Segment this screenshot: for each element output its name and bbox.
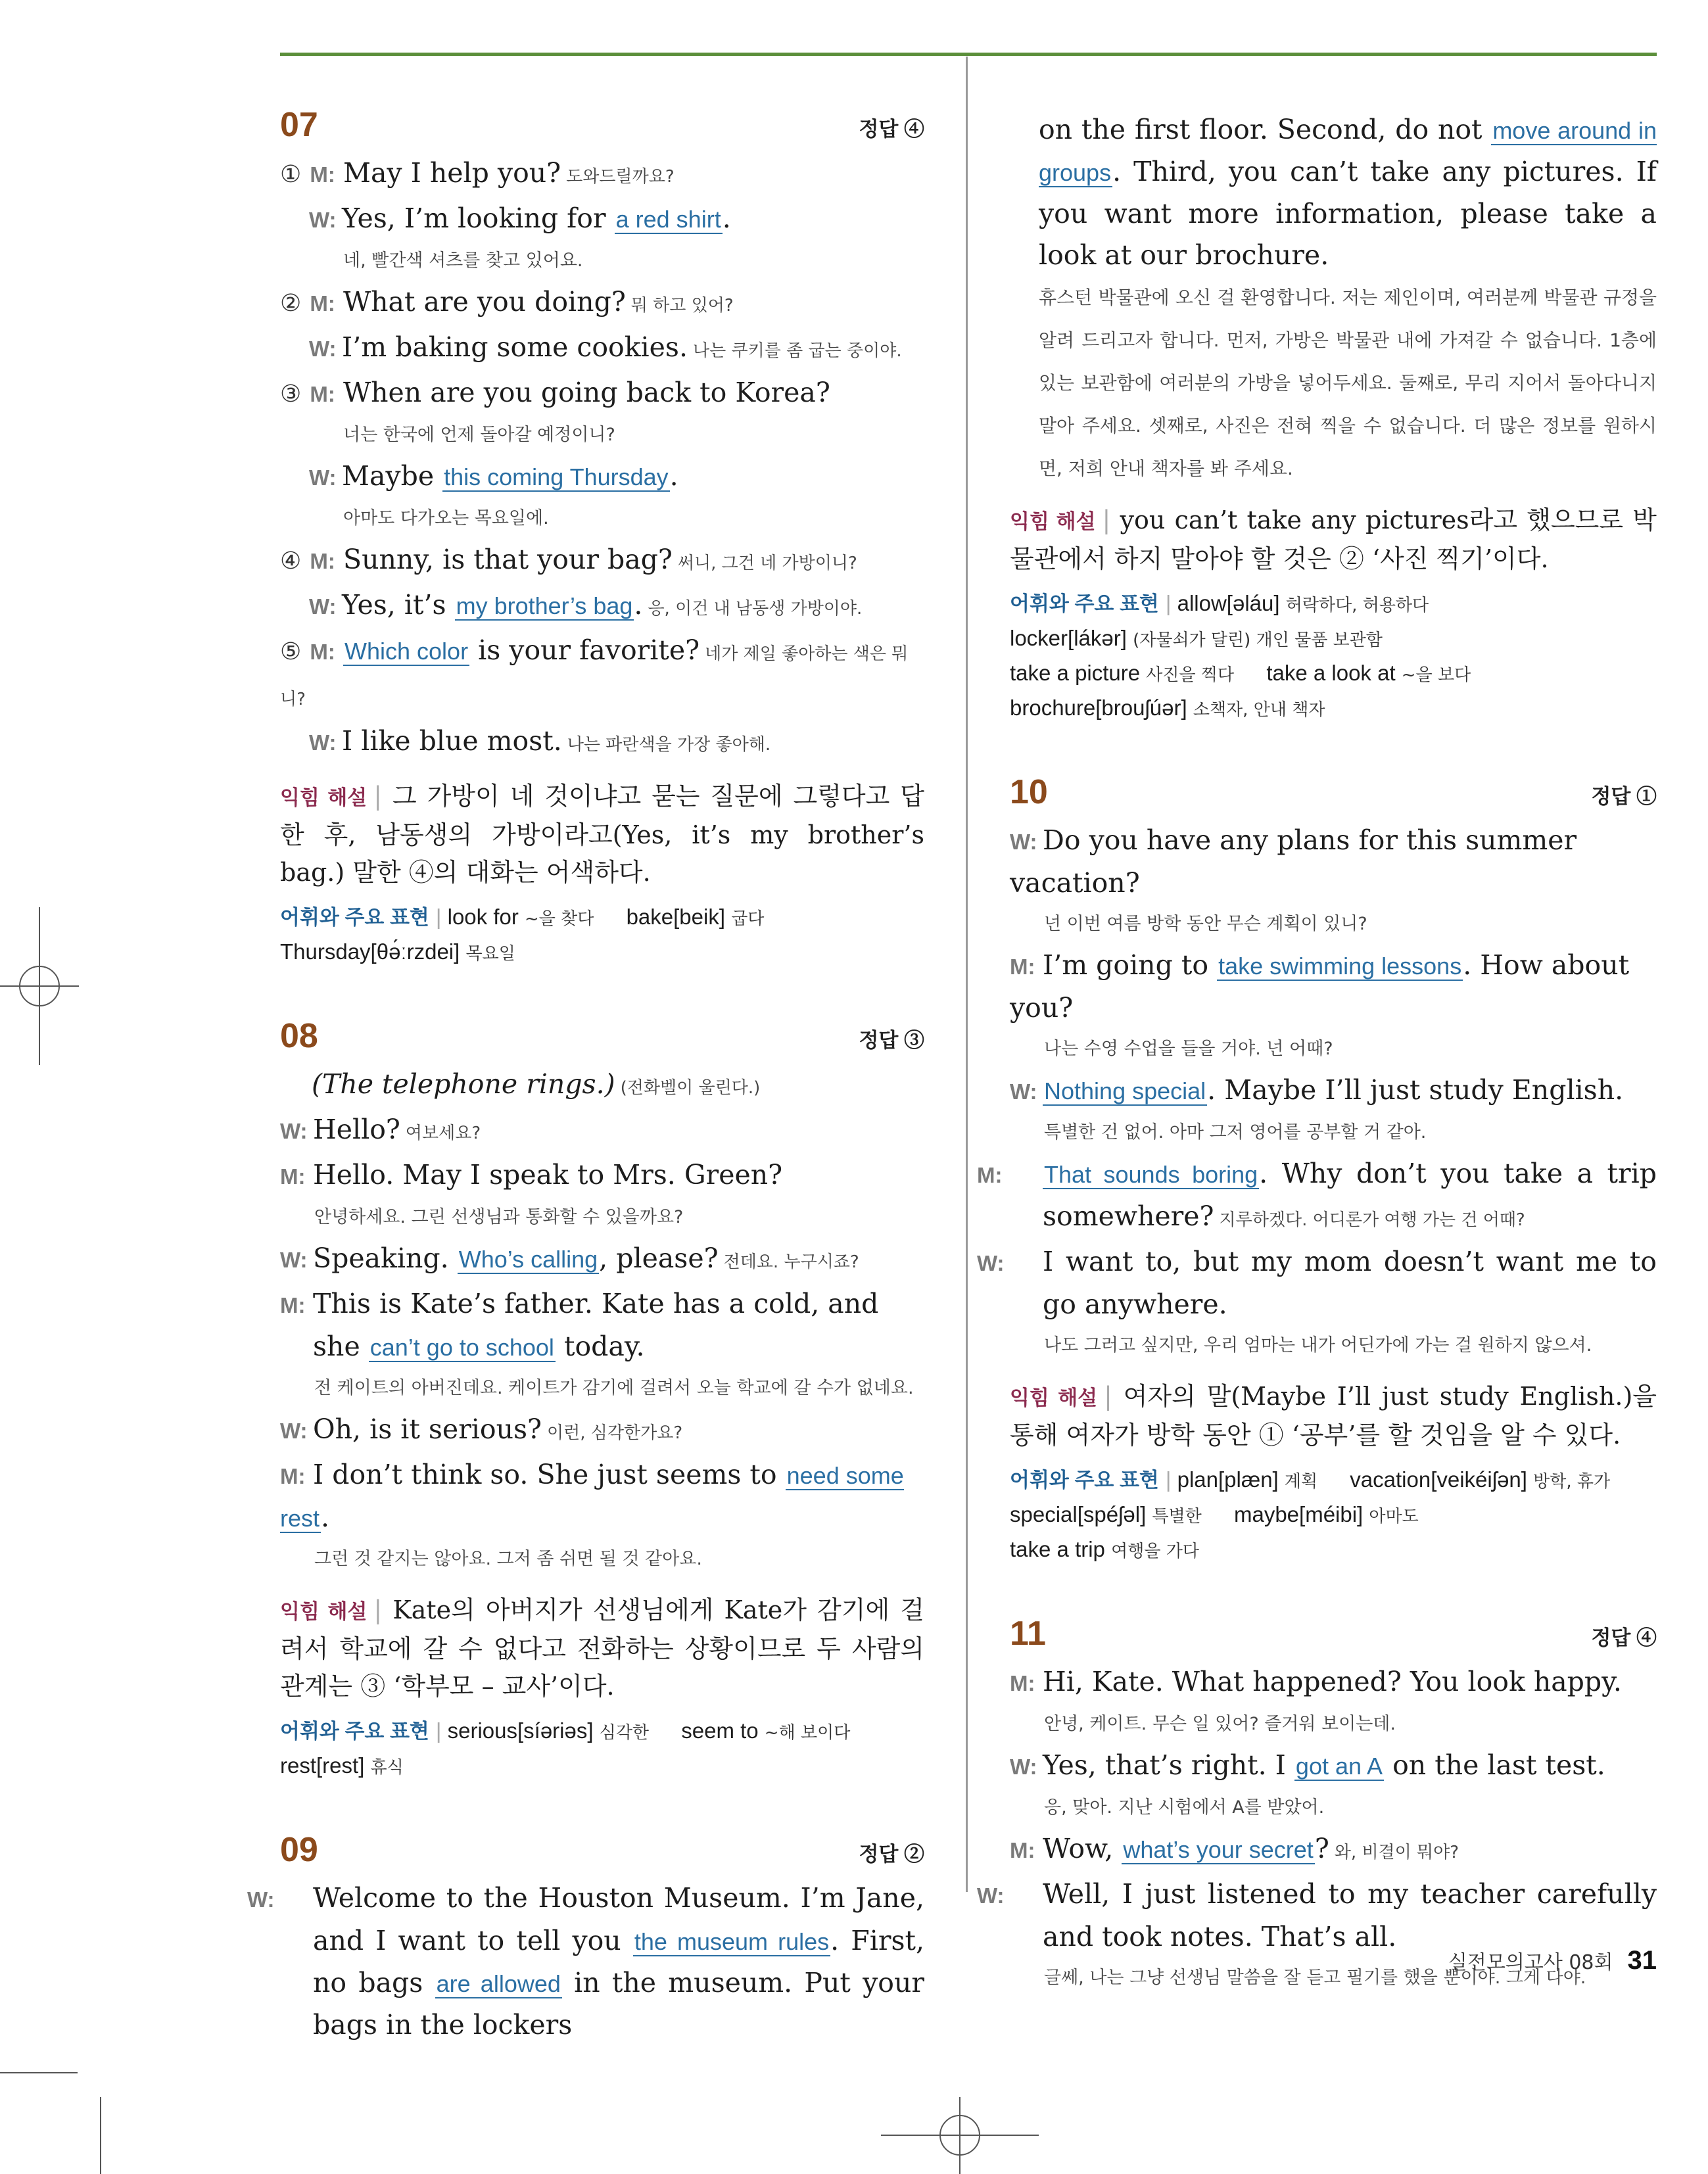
section-11 (977, 1614, 1657, 1998)
vocab-label: 어휘와 주요 표현 (1010, 592, 1159, 615)
right-column (977, 109, 1657, 2044)
dialogue-line: M: Hi, Kate. What happened? You look happy. (1010, 1666, 1622, 1697)
section-number: 10 (1010, 773, 1048, 811)
answer-blank: a red shirt (615, 206, 721, 233)
dialogue-line: ① M: May I help you? 도와드릴까요? (280, 157, 675, 189)
section-header (1010, 1614, 1657, 1653)
registration-mark-bottom-icon (881, 2097, 1039, 2174)
explain-text: 여자의 말(Maybe I’ll just study English.)을 통해 여자가 방학 동안 ① ‘공부’를 할 것임을 알 수 있다. (1010, 1382, 1657, 1450)
answer-blank: Which color (344, 638, 469, 665)
translation: 안녕, 케이트. 무슨 일 있어? 즐거워 보이는데. (1044, 1714, 1396, 1734)
section-number: 08 (280, 1017, 318, 1055)
section-09 (247, 1830, 924, 2046)
dialogue-line: W: Hello? 여보세요? (280, 1114, 481, 1145)
dialogue-line: W: Yes, it’s my brother’s bag. 응, 이건 내 남동생 가방이야. (309, 589, 863, 621)
vocabulary: 어휘와 주요 표현 | plan[plæn] 계획 vacation[veikéiʃən] 방학, 휴가 special[spéʃəl] 특별한 maybe[méibi] 아마도 take a trip 여행을 가다 (1010, 1467, 1611, 1561)
translation: 글쎄, 나는 그냥 선생님 말씀을 잘 듣고 필기를 했을 뿐이야. 그게 다야. (1044, 1968, 1586, 1988)
translation: 네, 빨간색 셔츠를 찾고 있어요. (343, 250, 583, 271)
dialogue-line: M: That sounds boring. Why don’t you take a trip somewhere? 지루하겠다. 어디론가 여행 가는 건 어때? (977, 1158, 1657, 1232)
dialogue-line: ⑤ M: Which color is your favorite? 네가 제일 좋아하는 색은 뭐니? (280, 634, 909, 709)
section-08 (280, 1016, 924, 1784)
explanation: 익힘 해설 | you can’t take any pictures라고 했으므로 박물관에서 하지 말아야 할 것은 ② ‘사진 찍기’이다. (1010, 506, 1657, 573)
answer-label: 정답 ① (1591, 785, 1657, 808)
answer-label: 정답 ④ (1591, 1626, 1657, 1649)
registration-mark-left-icon (0, 907, 79, 1065)
section-header (1010, 772, 1657, 812)
translation: 전 케이트의 아버진데요. 케이트가 감기에 걸려서 오늘 학교에 갈 수가 없네요. (314, 1378, 914, 1398)
dialogue-line: M: This is Kate’s father. Kate has a cold, and she can’t go to school today. (280, 1288, 879, 1362)
translation: 나는 수영 수업을 들을 거야. 넌 어때? (1044, 1039, 1333, 1059)
top-rule (280, 53, 1657, 56)
dialogue-line: M: Hello. May I speak to Mrs. Green? (280, 1159, 783, 1191)
translation: 그런 것 같지는 않아요. 그저 좀 쉬면 될 것 같아요. (314, 1549, 702, 1569)
answer-label: 정답 ④ (859, 118, 924, 141)
section-header (280, 105, 924, 145)
explain-label: 익힘 해설 (280, 786, 368, 809)
section-07 (280, 105, 924, 970)
answer-label: 정답 ③ (859, 1029, 924, 1052)
section-header (280, 1016, 924, 1056)
translation: 나도 그러고 싶지만, 우리 엄마는 내가 어딘가에 가는 걸 원하지 않으셔. (1044, 1335, 1592, 1356)
answer-blank: Who’s calling (458, 1246, 598, 1273)
explain-label: 익힘 해설 (1010, 510, 1096, 533)
answer-blank: are allowed (436, 1970, 561, 1997)
section-10 (977, 772, 1657, 1568)
answer-blank: got an A (1295, 1753, 1383, 1780)
explain-text: Kate의 아버지가 선생님에게 Kate가 감기에 걸려서 학교에 갈 수 없다고 전화하는 상황이므로 두 사람의 관계는 ③ ‘학부모 – 교사’이다. (280, 1595, 924, 1701)
column-divider (966, 57, 968, 1892)
left-column (247, 105, 924, 2092)
dialogue-line: W: I like blue most. 나는 파란색을 가장 좋아해. (309, 725, 771, 757)
section-number: 07 (280, 106, 318, 144)
explain-label: 익힘 해설 (1010, 1386, 1098, 1409)
answer-blank: can’t go to school (369, 1334, 554, 1361)
dialogue-line: M: Wow, what’s your secret? 와, 비결이 뭐야? (1010, 1833, 1459, 1864)
dialogue-line: W: Welcome to the Houston Museum. I’m Jane, and I want to tell you the museum rules. First, no bags are allowed in the museum. Put your bags in the lockers (247, 1882, 924, 2041)
translation: 넌 이번 여름 방학 동안 무슨 계획이 있니? (1044, 914, 1367, 934)
vocabulary: 어휘와 주요 표현 | allow[əláu] 허락하다, 허용하다 locker[lákər] (자물쇠가 달린) 개인 물품 보관함 take a picture 사진을 찍다 take a look at ~을 보다 brochure[brouʃúər] 소책자, 안내 책자 (1010, 591, 1471, 720)
dialogue-line: ③ M: When are you going back to Korea? (280, 377, 830, 408)
trim-mark (100, 2097, 101, 2174)
dialogue-line: W: Nothing special. Maybe I’ll just study English. (1010, 1074, 1624, 1106)
dialogue-line: W: Yes, that’s right. I got an A on the last test. (1010, 1749, 1605, 1781)
dialogue-line: W: Speaking. Who’s calling, please? 전데요. 누구시죠? (280, 1242, 859, 1274)
trim-mark (0, 2072, 78, 2073)
dialogue-line: ② M: What are you doing? 뭐 하고 있어? (280, 286, 734, 318)
answer-blank: the museum rules (634, 1928, 830, 1955)
translation: 특별한 건 없어. 아마 그저 영어를 공부할 거 같아. (1044, 1122, 1427, 1143)
translation: 안녕하세요. 그린 선생님과 통화할 수 있을까요? (314, 1207, 684, 1227)
vocab-label: 어휘와 주요 표현 (1010, 1469, 1159, 1492)
footer-title: 실전모의고사 08회 (1448, 1951, 1613, 1974)
page-number: 31 (1627, 1946, 1657, 1975)
translation: 응, 맞아. 지난 시험에서 A를 받았어. (1044, 1797, 1325, 1818)
explain-label: 익힘 해설 (280, 1600, 368, 1623)
answer-label: 정답 ② (859, 1843, 924, 1866)
answer-blank: my brother’s bag (456, 592, 633, 619)
stage-direction: (The telephone rings.) (전화벨이 울린다.) (312, 1068, 761, 1100)
vocab-label: 어휘와 주요 표현 (280, 1720, 429, 1743)
section-header (280, 1830, 924, 1870)
dialogue-line: W: Maybe this coming Thursday. (309, 460, 678, 492)
vocabulary: 어휘와 주요 표현 | look for ~을 찾다 bake[beik] 굽다 Thursday[θə́ːrzdei] 목요일 (280, 905, 765, 964)
explanation: 익힘 해설 | 그 가방이 네 것이냐고 묻는 질문에 그렇다고 답한 후, 남동생의 가방이라고(Yes, it’s my brother’s bag.) 말한 ④의 대화는 어색하다. (280, 782, 924, 887)
dialogue-line: M: I’m going to take swimming lessons. How about you? (1010, 949, 1630, 1024)
section-number: 09 (280, 1831, 318, 1869)
dialogue-line: W: Do you have any plans for this summer vacation? (1010, 824, 1577, 899)
translation: 너는 한국에 언제 돌아갈 예정이니? (343, 425, 615, 445)
explain-text: 그 가방이 네 것이냐고 묻는 질문에 그렇다고 답한 후, 남동생의 가방이라고(Yes, it’s my brother’s bag.) 말한 ④의 대화는 어색하다. (280, 782, 924, 887)
answer-blank: Nothing special (1044, 1077, 1206, 1104)
explanation: 익힘 해설 | 여자의 말(Maybe I’ll just study English.)을 통해 여자가 방학 동안 ① ‘공부’를 할 것임을 알 수 있다. (1010, 1382, 1657, 1450)
vocab-label: 어휘와 주요 표현 (280, 906, 429, 929)
vocabulary: 어휘와 주요 표현 | serious[síəriəs] 심각한 seem to ~해 보이다 rest[rest] 휴식 (280, 1718, 851, 1778)
dialogue-line: M: I don’t think so. She just seems to need some rest. (280, 1459, 904, 1533)
translation: 아마도 다가오는 목요일에. (343, 508, 549, 529)
section-number: 11 (1010, 1615, 1046, 1653)
dialogue-line: ④ M: Sunny, is that your bag? 써니, 그건 네 가방이니? (280, 544, 857, 575)
answer-blank: move around in groups (1039, 117, 1657, 186)
translation: 휴스턴 박물관에 오신 걸 환영합니다. 저는 제인이며, 여러분께 박물관 규정을 알려 드리고자 합니다. 먼저, 가방은 박물관 내에 가져갈 수 없습니다. 1층에 있는 보관함에 여러분의 가방을 넣어두세요. 둘째로, 무리 지어서 돌아다니지 말아 주세요. 셋째로, 사진은 전혀 찍을 수 없습니다. 더 많은 정보를 원하시면, 저희 안내 책자를 봐 주세요. (1039, 287, 1657, 479)
answer-blank: what’s your secret (1123, 1836, 1314, 1863)
dialogue-line: W: Yes, I’m looking for a red shirt. (309, 202, 731, 234)
answer-blank: take swimming lessons (1218, 953, 1462, 980)
dialogue-line: W: I want to, but my mom doesn’t want me to go anywhere. (977, 1246, 1657, 1320)
answer-blank: That sounds boring (1044, 1161, 1258, 1188)
dialogue-line: on the first floor. Second, do not move around in groups. Third, you can’t take any pictures. If you want more information, please take a look at our brochure. (1039, 114, 1657, 271)
answer-blank: this coming Thursday (444, 463, 669, 490)
explain-text: you can’t take any pictures라고 했으므로 박물관에서 하지 말아야 할 것은 ② ‘사진 찍기’이다. (1010, 506, 1657, 573)
explanation: 익힘 해설 | Kate의 아버지가 선생님에게 Kate가 감기에 걸려서 학교에 갈 수 없다고 전화하는 상황이므로 두 사람의 관계는 ③ ‘학부모 – 교사’이다. (280, 1595, 924, 1701)
dialogue-line: W: I’m baking some cookies. 나는 쿠키를 좀 굽는 중이야. (309, 331, 902, 363)
section-09-continued (1010, 109, 1657, 726)
dialogue-line: W: Oh, is it serious? 이런, 심각한가요? (280, 1413, 683, 1445)
dialogue-line: W: Well, I just listened to my teacher carefully and took notes. That’s all. (977, 1878, 1657, 1952)
answer-blank: need some rest (280, 1462, 904, 1532)
page-footer (1448, 1946, 1657, 1975)
